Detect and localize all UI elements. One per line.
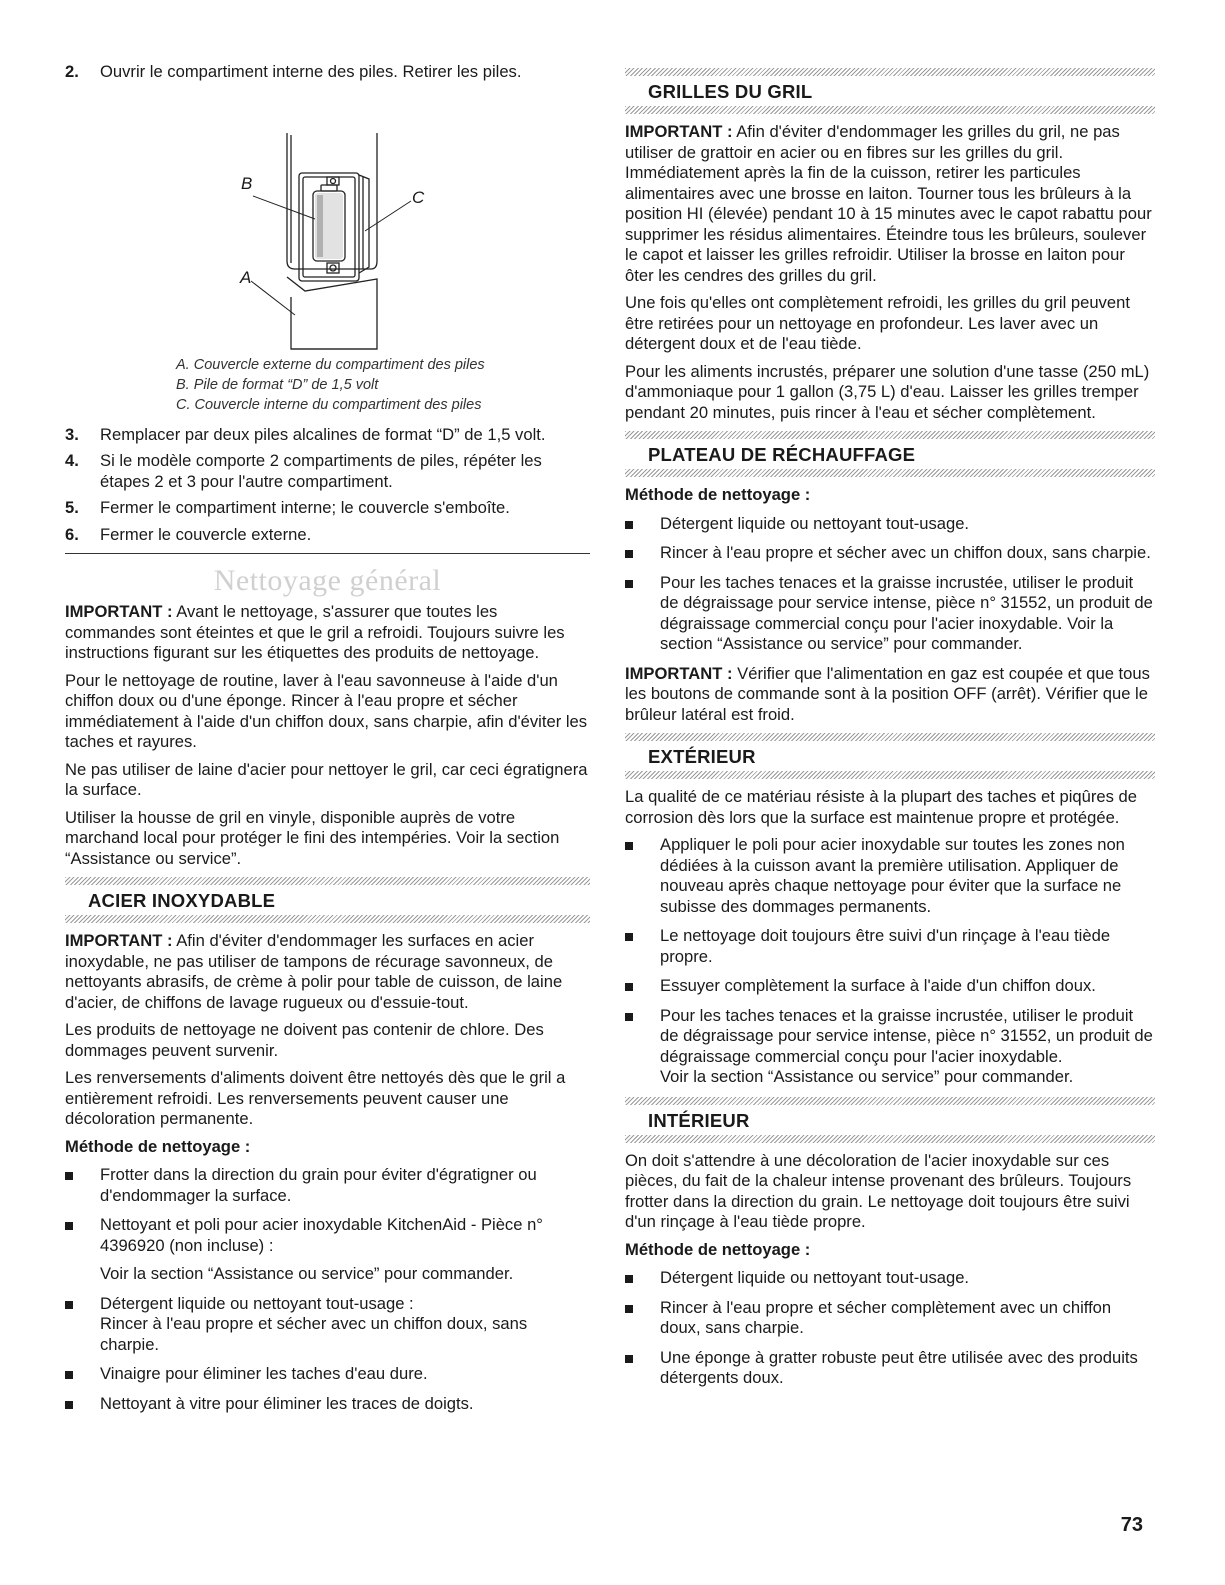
bullet-square-icon: [65, 1222, 73, 1230]
battery-compartment-illustration: [65, 91, 590, 351]
bullet-square-icon: [625, 580, 633, 588]
page-number: 73: [1120, 1514, 1143, 1536]
general-paragraph: Ne pas utiliser de laine d'acier pour nettoyer le gril, car ceci égratignera la surface.: [65, 759, 588, 799]
bullet-square-icon: [65, 1401, 73, 1409]
bullet-square-icon: [625, 1305, 633, 1313]
section-heading-label: ACIER INOXYDABLE: [88, 890, 276, 911]
important-text: Afin d'éviter d'endommager les surfaces en acier inoxydable, ne pas utiliser de tampons de récurage savonneux, de nettoyants abrasifs, de crème à polir pour table de cuisson, de laine d'acier, de chiffons de lavage rugueux ou d'essuie-tout.: [65, 931, 563, 1012]
bullet-square-icon: [625, 1013, 633, 1021]
section-heading-label: GRILLES DU GRIL: [648, 81, 813, 102]
list-item-text: Détergent liquide ou nettoyant tout-usage.: [660, 513, 970, 533]
section-heading-label: INTÉRIEUR: [648, 1109, 750, 1131]
heading-hatch-bottom: [65, 915, 590, 923]
important-text: Avant le nettoyage, s'assurer que toutes les commandes sont éteintes et que le gril a refroidi. Toujours suivre les instructions figurant sur les étiquettes des produits de nettoyage.: [65, 602, 565, 662]
list-item-text: Une éponge à gratter robuste peut être utilisée avec des produits détergents doux.: [660, 1347, 1138, 1387]
important-lead: IMPORTANT :: [65, 931, 173, 950]
list-item: [625, 1006, 1155, 1088]
grilles-paragraph: Pour les aliments incrustés, préparer une solution d'une tasse (250 mL) d'ammoniaque pour 1 gallon (3,75 L) d'eau. Laisser les grilles tremper pendant 20 minutes, puis rincer à l'eau et sécher complètement.: [625, 361, 1150, 422]
step-number: 2.: [65, 62, 79, 81]
step-number: 5.: [65, 498, 79, 517]
exterieur-intro: La qualité de ce matériau résiste à la plupart des taches et piqûres de corrosion dès lors que la surface est maintenue propre et protégée.: [625, 787, 1137, 827]
heading-hatch-top: [625, 1097, 1155, 1105]
step-6: [65, 525, 590, 546]
step-3: [65, 425, 590, 446]
list-item: [625, 1268, 1155, 1289]
battery-compartment-figure: [65, 91, 590, 351]
list-item-text: Nettoyant à vitre pour éliminer les traces de doigts.: [100, 1393, 474, 1413]
acier-bullet-list: [65, 1165, 590, 1414]
list-item-text: Le nettoyage doit toujours être suivi d'un rinçage à l'eau tiède propre.: [660, 926, 1111, 966]
section-heading-label: EXTÉRIEUR: [648, 746, 756, 767]
list-item: [625, 926, 1155, 967]
list-item-text: Essuyer complètement la surface à l'aide d'un chiffon doux.: [660, 976, 1096, 995]
important-text: Afin d'éviter d'endommager les grilles du gril, ne pas utiliser de grattoir en acier ou en fibres sur les grilles du gril. Immédiatement après la fin de la cuisson, retirer les particules alimentaires avec une brosse en laiton. Tourner tous les brûleurs à la position HI (élevée) pendant 10 à 15 minutes avec le capot rabattu pour supprimer les résidus alimentaires. Éteindre tous les brûleurs, soulever le capot et laisser les grilles refroidir. Utiliser la brosse en laiton pour ôter les cendres des grilles du gril.: [625, 122, 1152, 285]
list-item-note: Voir la section “Assistance ou service” pour commander.: [100, 1264, 514, 1283]
list-item: [65, 1165, 590, 1206]
list-item: [625, 976, 1155, 997]
section-divider: [65, 553, 590, 554]
bullet-square-icon: [625, 933, 633, 941]
right-column: [625, 68, 1155, 1398]
important-lead: IMPORTANT :: [625, 663, 733, 683]
section-heading-grilles: [625, 68, 1155, 114]
step-text: Fermer le couvercle externe.: [100, 524, 312, 544]
figure-label-b: B: [241, 173, 253, 193]
bullet-square-icon: [625, 983, 633, 991]
section-heading-exterieur: [625, 733, 1155, 779]
list-item: [65, 1294, 590, 1356]
grilles-paragraph: Une fois qu'elles ont complètement refroidi, les grilles du gril peuvent être retirées pour un nettoyage en profondeur. Les laver avec un détergent doux et de l'eau tiède.: [625, 293, 1130, 353]
important-text: Vérifier que l'alimentation en gaz est coupée et que tous les boutons de commande sont à la position OFF (arrêt). Vérifier que le brûleur latéral est froid.: [625, 663, 1150, 724]
heading-hatch-top: [625, 431, 1155, 439]
step-number: 4.: [65, 451, 79, 470]
figure-label-a: A: [240, 267, 252, 287]
heading-hatch-bottom: [625, 469, 1155, 477]
section-heading-acier: [65, 877, 590, 923]
step-4: [65, 451, 590, 492]
general-paragraph: Utiliser la housse de gril en vinyle, disponible auprès de votre marchand local pour protéger le fini des intempéries. Voir la section “Assistance ou service”.: [65, 807, 560, 868]
bullet-square-icon: [625, 842, 633, 850]
caption-b: B. Pile de format “D” de 1,5 volt: [176, 376, 379, 393]
list-item: [625, 543, 1155, 564]
list-item: [625, 573, 1155, 655]
step-text: Si le modèle comporte 2 compartiments de piles, répéter les étapes 2 et 3 pour l'autre compartiment.: [100, 451, 542, 491]
list-item-text: Appliquer le poli pour acier inoxydable sur toutes les zones non dédiées à la cuisson avant la première utilisation. Appliquer de nouveau après chaque nettoyage pour éviter que la surface ne subisse des dommages permanents.: [660, 835, 1125, 916]
general-important: [65, 602, 590, 664]
section-heading-interieur: [625, 1097, 1155, 1143]
general-paragraph: Pour le nettoyage de routine, laver à l'eau savonneuse à l'aide d'un chiffon doux ou d'une éponge. Rincer à l'eau propre et sécher immédiatement à l'aide d'un chiffon doux, sans charpie, afin d'éviter les taches et rayures.: [65, 670, 588, 751]
interieur-intro: On doit s'attendre à une décoloration de l'acier inoxydable sur ces pièces, du fait de la chaleur intense provenant des brûleurs. Toujours frotter dans la direction du grain. Le nettoyage doit toujours être suivi d'un rinçage à l'eau tiède propre.: [625, 1150, 1132, 1231]
list-item-text-line2: Voir la section “Assistance ou service” pour commander.: [660, 1067, 1074, 1086]
list-item-text: Pour les taches tenaces et la graisse incrustée, utiliser le produit de dégraissage pour service intense, pièce n° 31552, un produit de dégraissage commercial conçu pour l'acier inoxydable. Voir la section “Assistance ou service” pour commander.: [660, 572, 1153, 653]
important-lead: IMPORTANT :: [625, 122, 733, 141]
list-item-text: Détergent liquide ou nettoyant tout-usage :: [100, 1293, 414, 1313]
figure-captions: [65, 355, 590, 415]
caption-a: A. Couvercle externe du compartiment des piles: [176, 356, 485, 373]
bullet-square-icon: [625, 521, 633, 529]
list-item-text: Frotter dans la direction du grain pour éviter d'égratigner ou d'endommager la surface.: [100, 1165, 537, 1205]
method-heading: Méthode de nettoyage :: [65, 1136, 251, 1156]
step-text: Fermer le compartiment interne; le couvercle s'emboîte.: [100, 498, 510, 517]
left-column: [65, 62, 590, 1423]
list-item-text: Vinaigre pour éliminer les taches d'eau dure.: [100, 1364, 428, 1383]
heading-hatch-top: [625, 733, 1155, 741]
step-text: Ouvrir le compartiment interne des piles. Retirer les piles.: [100, 62, 522, 81]
list-item: [65, 1364, 590, 1385]
bullet-square-icon: [625, 550, 633, 558]
list-item: [65, 1215, 590, 1285]
bullet-square-icon: [625, 1355, 633, 1363]
list-item-text: Nettoyant et poli pour acier inoxydable KitchenAid - Pièce n° 4396920 (non incluse) :: [100, 1215, 543, 1255]
interieur-bullet-list: [625, 1268, 1155, 1389]
step-5: [65, 498, 590, 519]
list-item-text: Rincer à l'eau propre et sécher complètement avec un chiffon doux, sans charpie.: [660, 1297, 1112, 1337]
list-item-text: Rincer à l'eau propre et sécher avec un chiffon doux, sans charpie.: [660, 543, 1151, 562]
acier-paragraph: Les renversements d'aliments doivent être nettoyés dès que le gril a entièrement refroidi. Les renversements peuvent causer une décoloration permanente.: [65, 1068, 566, 1128]
acier-paragraph: Les produits de nettoyage ne doivent pas contenir de chlore. Des dommages peuvent survenir.: [65, 1020, 544, 1060]
plateau-bullet-list: [625, 514, 1155, 655]
caption-c: C. Couvercle interne du compartiment des piles: [176, 396, 482, 413]
plateau-important: [625, 664, 1155, 726]
step-number: 6.: [65, 524, 79, 544]
figure-label-c: C: [412, 187, 425, 207]
heading-hatch-bottom: [625, 1135, 1155, 1143]
heading-hatch-top: [65, 877, 590, 885]
list-item: [625, 835, 1155, 917]
section-heading-label: PLATEAU DE RÉCHAUFFAGE: [648, 444, 916, 465]
step-2: [65, 62, 590, 83]
heading-hatch-top: [625, 68, 1155, 76]
important-lead: IMPORTANT :: [65, 602, 173, 621]
section-heading-plateau: [625, 431, 1155, 477]
grilles-important: [625, 122, 1155, 286]
exterieur-bullet-list: [625, 835, 1155, 1088]
bullet-square-icon: [65, 1371, 73, 1379]
heading-hatch-bottom: [625, 771, 1155, 779]
general-cleaning-title: Nettoyage général: [213, 564, 442, 597]
bullet-square-icon: [65, 1172, 73, 1180]
list-item: [625, 514, 1155, 535]
bullet-square-icon: [65, 1301, 73, 1309]
list-item-text: Détergent liquide ou nettoyant tout-usage.: [660, 1268, 970, 1287]
heading-hatch-bottom: [625, 106, 1155, 114]
step-text: Remplacer par deux piles alcalines de format “D” de 1,5 volt.: [100, 424, 546, 444]
list-item-text-line2: Rincer à l'eau propre et sécher avec un chiffon doux, sans charpie.: [100, 1314, 528, 1354]
steps-list: [65, 425, 590, 546]
list-item-text: Pour les taches tenaces et la graisse incrustée, utiliser le produit de dégraissage pour service intense, pièce n° 31552, un produit de dégraissage commercial conçu pour l'acier inoxydable.: [660, 1005, 1153, 1066]
list-item: [65, 1394, 590, 1415]
acier-important: [65, 931, 590, 1013]
step-number: 3.: [65, 424, 79, 444]
list-item: [625, 1298, 1155, 1339]
list-item: [625, 1348, 1155, 1389]
method-heading: Méthode de nettoyage :: [625, 1239, 811, 1259]
method-heading: Méthode de nettoyage :: [625, 485, 811, 504]
bullet-square-icon: [625, 1275, 633, 1283]
